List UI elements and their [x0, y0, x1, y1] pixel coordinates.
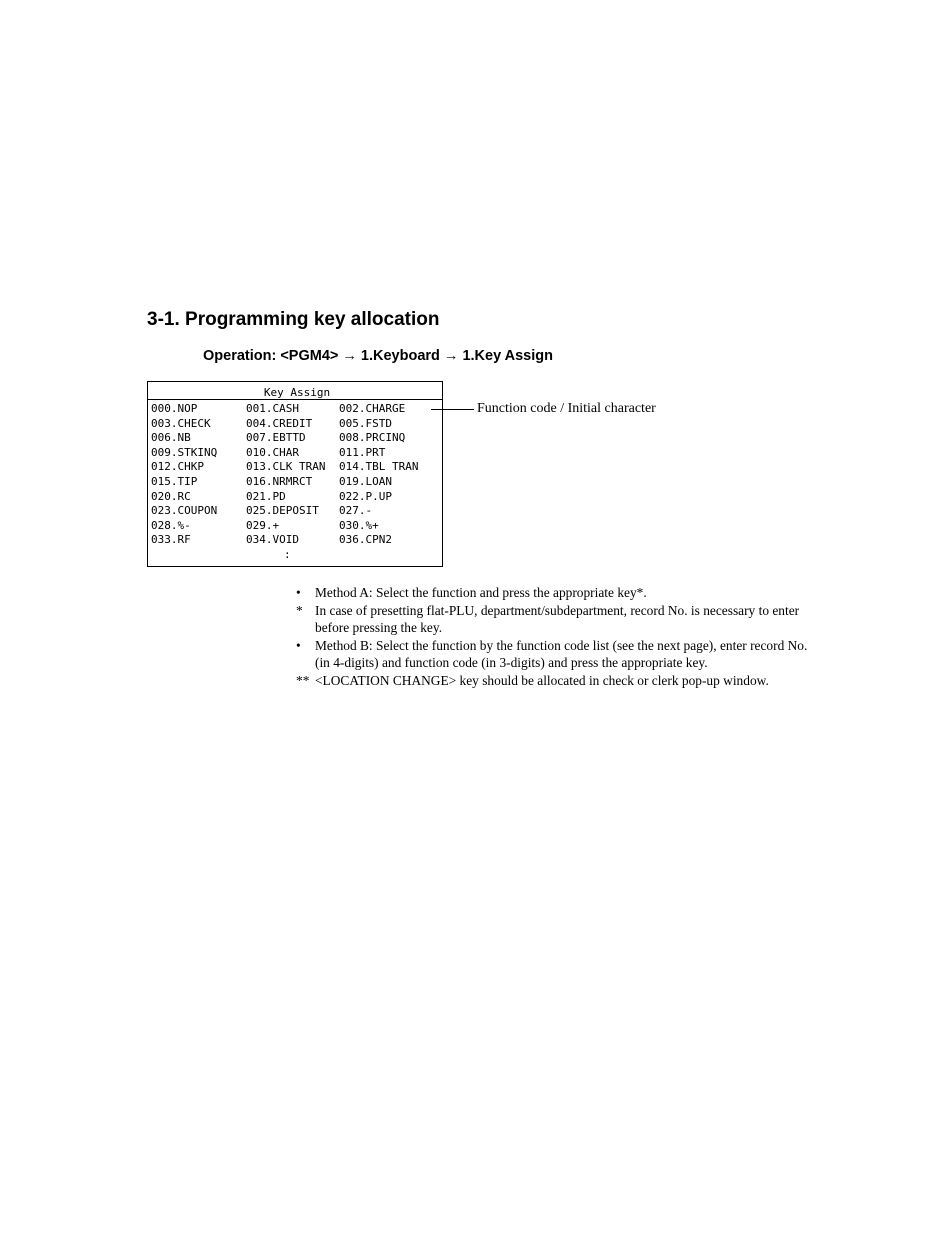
function-code-entry: 012.CHKP: [151, 460, 204, 474]
note-item: [296, 602, 816, 637]
key-assign-screen: [147, 381, 443, 567]
grid-row: [151, 519, 440, 534]
function-code-entry: 000.NOP: [151, 402, 198, 415]
function-code-entry: 002.CHARGE: [339, 402, 406, 415]
asterisk-mark: *: [296, 602, 303, 618]
note-item: [296, 637, 816, 672]
function-code-entry: 020.RC: [151, 489, 191, 503]
function-code-entry: 028.%-: [151, 518, 191, 532]
function-code-entry: 005.FSTD: [339, 416, 392, 430]
double-asterisk-mark: **: [296, 672, 310, 688]
function-code-entry: 009.STKINQ: [151, 445, 218, 459]
function-code-entry: 007.EBTTD: [246, 431, 306, 445]
note-item: [296, 584, 816, 602]
grid-row: [151, 402, 440, 417]
function-code-entry: 036.CPN2: [339, 533, 392, 547]
operation-path: Operation: <PGM4> → 1.Keyboard → 1.Key Assign: [203, 348, 553, 364]
function-code-entry: 029.+: [246, 518, 280, 532]
function-code-entry: 025.DEPOSIT: [246, 504, 319, 518]
bullet-mark: •: [296, 637, 301, 653]
function-code-entry: 011.PRT: [339, 445, 386, 459]
grid-row: [151, 490, 440, 505]
function-code-entry: 010.CHAR: [246, 445, 299, 459]
function-code-entry: 034.VOID: [246, 533, 299, 547]
note-text: <LOCATION CHANGE> key should be allocated in check or clerk pop-up window.: [315, 672, 769, 688]
callout-leader-line: [431, 409, 474, 410]
grid-row: [151, 504, 440, 519]
note-text: Method B: Select the function by the function code list (see the next page), enter record No. (in 4-digits) and function code (in 3-digits) and press the appropriate key.: [315, 637, 808, 671]
function-code-entry: 033.RF: [151, 533, 191, 547]
note-text: In case of presetting flat-PLU, department/subdepartment, record No. is necessary to enter before pressing the key.: [315, 602, 800, 636]
section-title: 3-1. Programming key allocation: [147, 309, 440, 330]
function-code-entry: 021.PD: [246, 489, 286, 503]
grid-row: [151, 431, 440, 446]
grid-row: [151, 417, 440, 432]
function-code-grid: [151, 402, 440, 548]
continuation-mark: :: [284, 548, 291, 561]
function-code-entry: 003.CHECK: [151, 416, 211, 430]
note-text: Method A: Select the function and press the appropriate key*.: [315, 585, 647, 600]
function-code-entry: 030.%+: [339, 518, 379, 532]
function-code-entry: 023.COUPON: [151, 504, 218, 518]
function-code-entry: 014.TBL TRAN: [339, 460, 419, 474]
function-code-entry: 027.-: [339, 504, 373, 518]
function-code-entry: 022.P.UP: [339, 489, 392, 503]
grid-row: [151, 475, 440, 490]
function-code-entry: 004.CREDIT: [246, 416, 313, 430]
bullet-mark: •: [296, 585, 301, 600]
function-code-entry: 013.CLK TRAN: [246, 460, 326, 474]
grid-row: [151, 460, 440, 475]
method-notes: [296, 584, 816, 690]
grid-row: [151, 533, 440, 548]
function-code-entry: 016.NRMRCT: [246, 474, 313, 488]
function-code-entry: 019.LOAN: [339, 474, 392, 488]
function-code-entry: 001.CASH: [246, 402, 299, 415]
function-code-entry: 008.PRCINQ: [339, 431, 406, 445]
screen-title: Key Assign: [148, 382, 442, 400]
grid-row: [151, 446, 440, 461]
function-code-entry: 015.TIP: [151, 474, 198, 488]
note-item: [296, 672, 816, 690]
callout-label: Function code / Initial character: [477, 401, 656, 416]
function-code-entry: 006.NB: [151, 431, 191, 445]
